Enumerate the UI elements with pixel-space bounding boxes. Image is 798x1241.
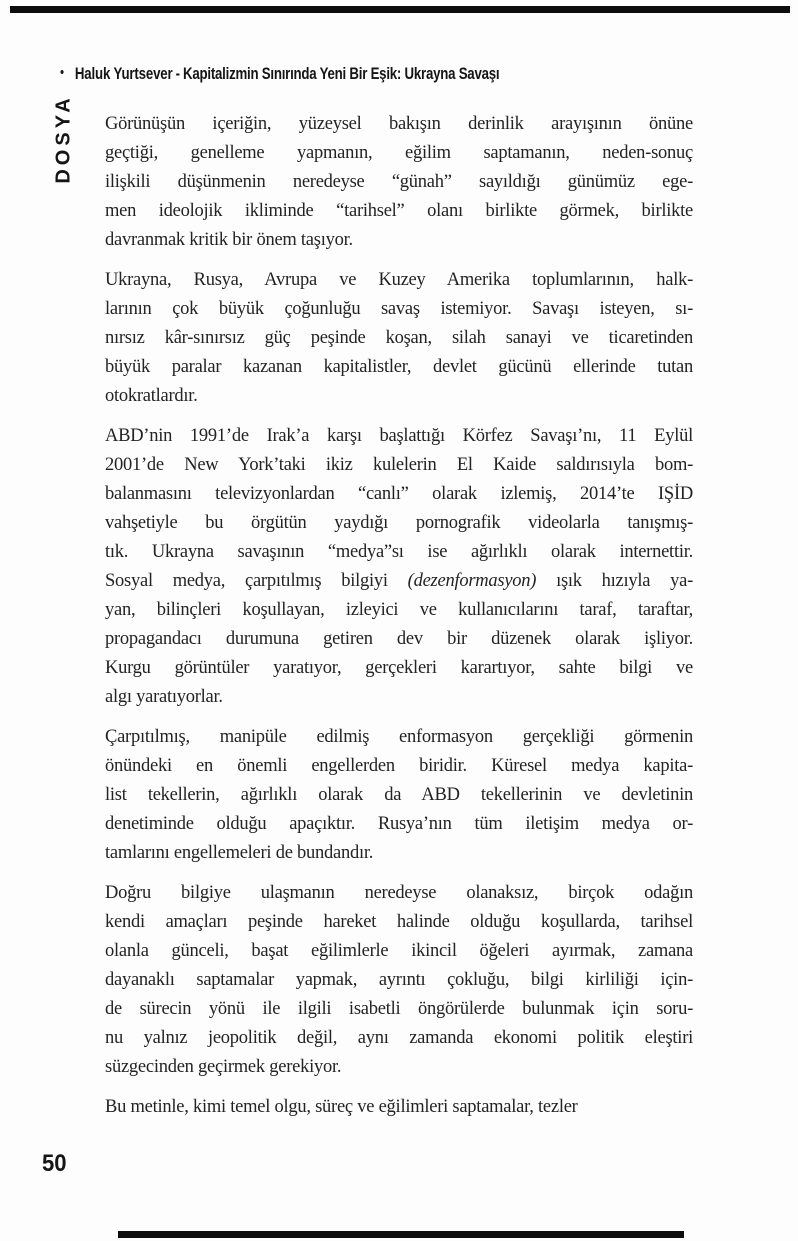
text-line: olanla günceli, başat eğilimlerle ikincil öğeleri ayırmak, zamana bbox=[105, 941, 693, 961]
text-line: kendi amaçları peşinde hareket halinde olduğu koşullarda, tarihsel bbox=[105, 912, 693, 932]
text-line: men ideolojik ikliminde “tarihsel” olanı birlikte görmek, birlikte bbox=[105, 201, 693, 221]
text-line: Görünüşün içeriğin, yüzeysel bakışın derinlik arayışının önüne bbox=[105, 114, 693, 134]
page-number: 50 bbox=[42, 1150, 67, 1177]
text-line: algı yaratıyorlar. bbox=[105, 687, 223, 707]
text-line: propagandacı durumuna getiren dev bir düzenek olarak işliyor. bbox=[105, 629, 693, 649]
running-header bbox=[60, 63, 499, 85]
bullet-icon: • bbox=[60, 64, 64, 81]
text-line: nu yalnız jeopolitik değil, aynı zamanda ekonomi politik eleştiri bbox=[105, 1028, 693, 1048]
header-author: Haluk Yurtsever bbox=[74, 64, 173, 83]
text-line: Ukrayna, Rusya, Avrupa ve Kuzey Amerika toplumlarının, halk- bbox=[105, 270, 693, 290]
text-line: Doğru bilgiye ulaşmanın neredeyse olanaksız, birçok odağın bbox=[105, 883, 693, 903]
paragraph bbox=[105, 266, 693, 411]
text-line: önündeki en önemli engellerden biridir. Küresel medya kapita- bbox=[105, 756, 693, 776]
text-line: nırsız kâr-sınırsız güç peşinde koşan, silah sanayi ve ticaretinden bbox=[105, 328, 693, 348]
text-line: de sürecin yönü ile ilgili isabetli öngörülerde bulunmak için soru- bbox=[105, 999, 693, 1019]
text-line: süzgecinden geçirmek gerekiyor. bbox=[105, 1057, 342, 1077]
text-line: vahşetiyle bu örgütün yaydığı pornografik videolarla tanışmış- bbox=[105, 513, 693, 533]
paragraph bbox=[105, 723, 693, 868]
text-line: ilişkili düşünmenin neredeyse “günah” sayıldığı günümüz ege- bbox=[105, 172, 693, 192]
text-line: geçtiği, genelleme yapmanın, eğilim saptamanın, neden-sonuç bbox=[105, 143, 693, 163]
text-line: Sosyal medya, çarpıtılmış bilgiyi (dezenformasyon) ışık hızıyla ya- bbox=[105, 571, 693, 591]
text-line: Bu metinle, kimi temel olgu, süreç ve eğilimleri saptamalar, tezler bbox=[105, 1097, 578, 1117]
text-line: ABD’nin 1991’de Irak’a karşı başlattığı Körfez Savaşı’nı, 11 Eylül bbox=[105, 426, 693, 446]
paragraph bbox=[105, 879, 693, 1082]
text-line: dayanaklı saptamalar yapmak, ayrıntı çokluğu, bilgi kirliliği için- bbox=[105, 970, 693, 990]
text-line: tık. Ukrayna savaşının “medya”sı ise ağırlıklı olarak internettir. bbox=[105, 542, 693, 562]
paragraph bbox=[105, 422, 693, 712]
text-line: yan, bilinçleri koşullayan, izleyici ve kullanıcılarını taraf, taraftar, bbox=[105, 600, 693, 620]
header-separator: - bbox=[175, 64, 180, 83]
sidebar-section-label: DOSYA bbox=[52, 94, 75, 184]
paragraph bbox=[105, 1093, 693, 1122]
header-article-title: Kapitalizmin Sınırında Yeni Bir Eşik: Ukrayna Savaşı bbox=[183, 64, 500, 83]
text-line: balanmasını televizyonlardan “canlı” olarak izlemiş, 2014’te IŞİD bbox=[105, 484, 693, 504]
bottom-scan-bar bbox=[118, 1231, 684, 1238]
text-line: tamlarını engellemeleri de bundandır. bbox=[105, 843, 374, 863]
text-line: davranmak kritik bir önem taşıyor. bbox=[105, 230, 353, 250]
text-line: 2001’de New York’taki ikiz kulelerin El Kaide saldırısıyla bom- bbox=[105, 455, 693, 475]
body-text bbox=[105, 110, 693, 1133]
text-line: larının çok büyük çoğunluğu savaş istemiyor. Savaşı isteyen, sı- bbox=[105, 299, 693, 319]
text-line: Çarpıtılmış, manipüle edilmiş enformasyon gerçekliği görmenin bbox=[105, 727, 693, 747]
top-scan-bar bbox=[10, 6, 790, 13]
text-line: denetiminde olduğu apaçıktır. Rusya’nın tüm iletişim medya or- bbox=[105, 814, 693, 834]
text-line: büyük paralar kazanan kapitalistler, devlet gücünü ellerinde tutan bbox=[105, 357, 693, 377]
text-line: otokratlardır. bbox=[105, 386, 198, 406]
paragraph bbox=[105, 110, 693, 255]
text-line: Kurgu görüntüler yaratıyor, gerçekleri karartıyor, sahte bilgi ve bbox=[105, 658, 693, 678]
text-line: list tekellerin, ağırlıklı olarak da ABD tekellerinin ve devletinin bbox=[105, 785, 693, 805]
